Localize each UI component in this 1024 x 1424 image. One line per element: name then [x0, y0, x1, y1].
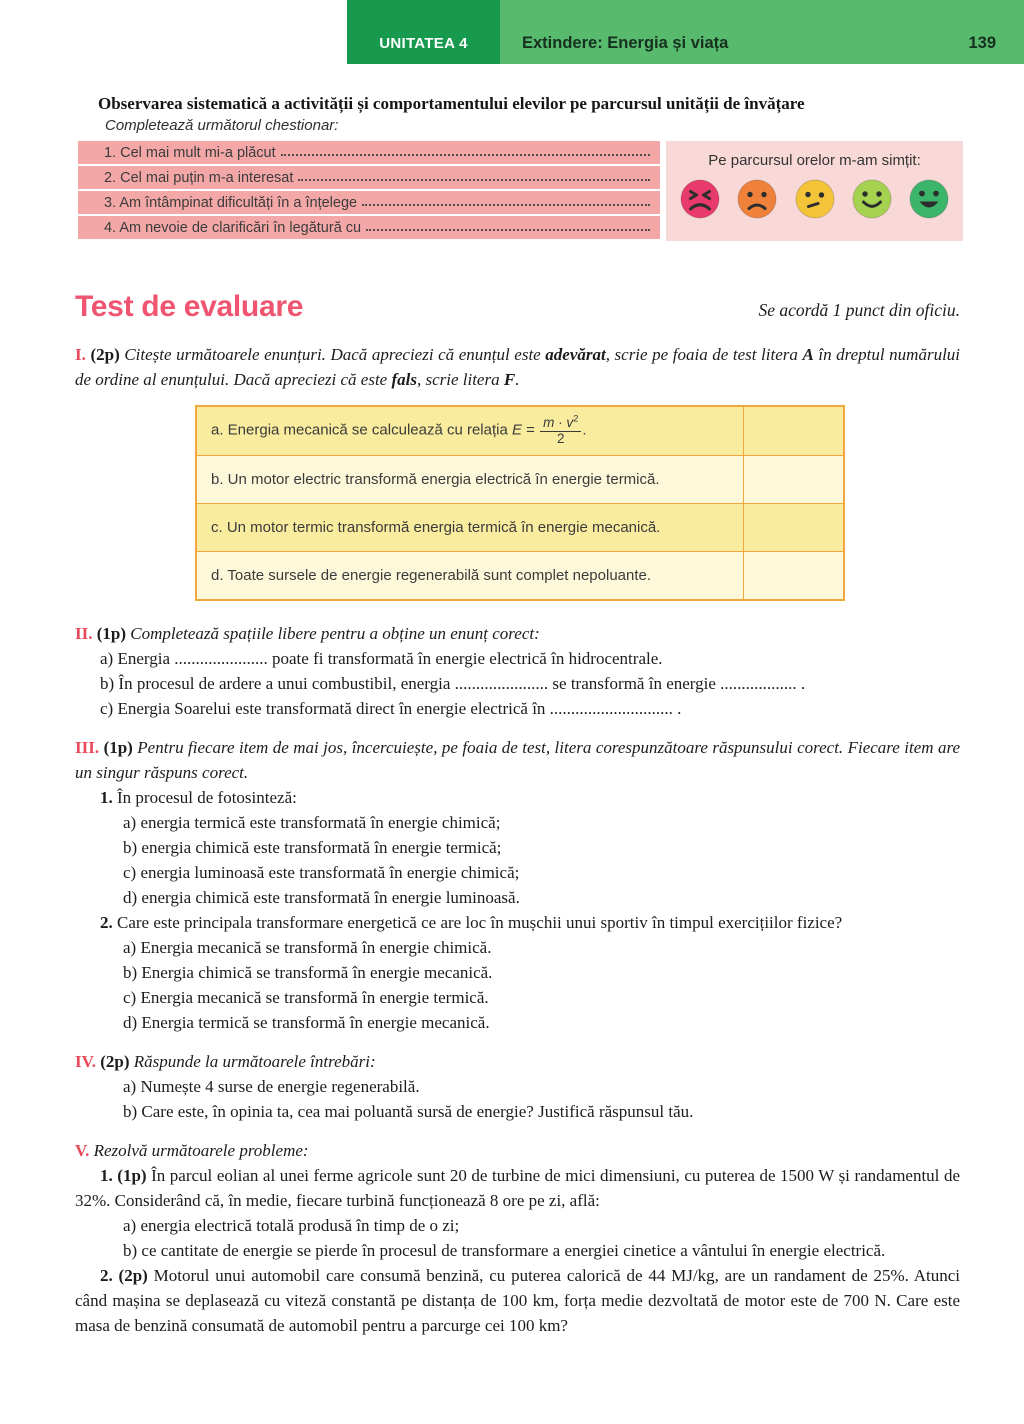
dotted-leader — [298, 169, 650, 181]
question-option: a) Energia mecanică se transformă în energie chimică. — [123, 938, 492, 957]
problem-1: 1. (1p) În parcul eolian al unei ferme agricole sunt 20 de turbine de mici dimensiuni, cu puterea de 1500 W și randamentul de 32%. Considerând că, în medie, fiecare turbină funcționează 8 ore pe zi, află: — [75, 1166, 960, 1210]
mood-panel — [666, 141, 963, 241]
section-3-label: III. — [75, 738, 100, 757]
question-option: b) Energia chimică se transformă în energie mecanică. — [123, 963, 493, 982]
table-row — [197, 503, 843, 551]
answer-cell[interactable] — [743, 407, 843, 455]
mood-panel-title: Pe parcursul orelor m-am simțit: — [708, 152, 921, 169]
section-5-label: V. — [75, 1141, 90, 1160]
table-row — [197, 455, 843, 503]
mood-scale — [666, 169, 963, 219]
problem-2: 2. (2p) Motorul unui automobil care consumă benzină, cu puterea calorică de 44 MJ/kg, are un randament de 25%. Atunci când mașina se deplasează cu viteză constantă pe distanța de 100 km, forța medie dezvoltată de motor este de 700 N. Care este masa de benzină consumată de automobil pentru a parcurge cei 100 km? — [75, 1266, 961, 1335]
section-2 — [0, 621, 1024, 721]
test-header — [75, 290, 960, 324]
problem-1-item: a) energia electrică totală produsă în timp de o zi; — [123, 1216, 460, 1235]
fill-in-item: c) Energia Soarelui este transformată direct în energie electrică în ............................. . — [100, 699, 682, 718]
table-row — [197, 551, 843, 599]
section-1-label: I. — [75, 345, 86, 364]
confused-face-icon[interactable] — [795, 179, 835, 219]
answer-cell[interactable] — [743, 456, 843, 503]
answer-cell[interactable] — [743, 552, 843, 599]
question-2: 2. Care este principala transformare energetică ce are loc în mușchii unui sportiv în timpul exercițiilor fizice? — [100, 913, 843, 932]
question-1: 1. În procesul de fotosinteză: — [100, 788, 297, 807]
section-4-intro: IV. (2p) Răspunde la următoarele întrebări: — [75, 1052, 376, 1071]
statement-cell: d. Toate sursele de energie regenerabilă sunt complet nepoluante. — [211, 567, 652, 584]
unit-badge — [347, 0, 500, 64]
section-bar — [500, 0, 1024, 64]
row-label: 2. Cel mai puțin m-a interesat — [104, 169, 294, 186]
observation-title: Observarea sistematică a activității și comportamentului elevilor pe parcursul unității de învățare — [98, 94, 805, 113]
section-4-label: IV. — [75, 1052, 96, 1071]
question-item: a) Numește 4 surse de energie regenerabilă. — [123, 1077, 420, 1096]
angry-face-icon[interactable] — [680, 179, 720, 219]
dotted-leader — [281, 144, 650, 156]
sad-face-icon[interactable] — [737, 179, 777, 219]
header-spacer — [0, 0, 347, 64]
statement-cell: a. Energia mecanică se calculează cu relația E = $\frac{m \cdot v^2}{2}$ . — [211, 413, 587, 446]
page-header — [0, 0, 1024, 64]
unit-label: UNITATEA 4 — [379, 35, 468, 52]
row-label: 4. Am nevoie de clarificări în legătură cu — [104, 219, 362, 236]
statement-cell: b. Un motor electric transformă energia electrică în energie termică. — [211, 471, 660, 488]
row-label: 3. Am întâmpinat dificultăți în a înțelege — [104, 194, 358, 211]
question-option: d) Energia termică se transformă în energie mecanică. — [123, 1013, 490, 1032]
page-number: 139 — [968, 34, 996, 52]
questionnaire-rows — [78, 141, 660, 241]
questionnaire — [78, 141, 1024, 241]
fraction: $\frac{m \cdot v^2}{2}$ — [540, 416, 581, 445]
statement-cell: c. Un motor termic transformă energia termică în energie mecanică. — [211, 519, 661, 536]
question-option: a) energia termică este transformată în energie chimică; — [123, 813, 501, 832]
observation-subtitle: Completează următorul chestionar: — [105, 117, 339, 134]
true-false-table — [195, 405, 845, 601]
question-option: d) energia chimică este transformată în energie luminoasă. — [123, 888, 520, 907]
dotted-leader — [366, 219, 650, 231]
question-option: c) energia luminoasă este transformată în energie chimică; — [123, 863, 520, 882]
section-5-intro: V. Rezolvă următoarele probleme: — [75, 1141, 309, 1160]
test-title: Test de evaluare — [75, 290, 304, 323]
section-3 — [0, 735, 1024, 1035]
dotted-leader — [362, 194, 650, 206]
section-title: Extindere: Energia și viața — [522, 34, 729, 52]
question-item: b) Care este, în opinia ta, cea mai poluantă sursă de energie? Justifică răspunsul tău. — [123, 1102, 694, 1121]
questionnaire-row — [78, 141, 660, 164]
questionnaire-row — [78, 216, 660, 239]
smiling-face-icon[interactable] — [852, 179, 892, 219]
section-2-intro: II. (1p) Completează spațiile libere pentru a obține un enunț corect: — [75, 624, 540, 643]
fill-in-item: b) În procesul de ardere a unui combustibil, energia ...................... se transformă în energie .................. . — [100, 674, 806, 693]
row-label: 1. Cel mai mult mi-a plăcut — [104, 144, 276, 161]
section-4 — [0, 1049, 1024, 1124]
grinning-face-icon[interactable] — [909, 179, 949, 219]
question-option: c) Energia mecanică se transformă în energie termică. — [123, 988, 489, 1007]
problem-1-item: b) ce cantitate de energie se pierde în procesul de transformare a energiei cinetice a vântului în energie electrică. — [123, 1241, 886, 1260]
question-option: b) energia chimică este transformată în energie termică; — [123, 838, 502, 857]
table-row — [197, 407, 843, 455]
answer-cell[interactable] — [743, 504, 843, 551]
test-note: Se acordă 1 punct din oficiu. — [758, 300, 960, 320]
section-3-intro: III. (1p) Pentru fiecare item de mai jos, încercuiește, pe foaia de test, litera corespunzătoare răspunsului corect. Fiecare item are un singur răspuns corect. — [75, 738, 961, 782]
section-5 — [0, 1138, 1024, 1338]
section-1-intro: I. (2p) Citește următoarele enunțuri. Dacă apreciezi că enunțul este adevărat, scrie pe foaia de test litera A în dreptul numărului de ordine al enunțului. Dacă apreciezi că este fals, scrie litera F. — [75, 345, 961, 389]
fill-in-item: a) Energia ...................... poate fi transformată în energie electrică în hidrocentrale. — [100, 649, 663, 668]
questionnaire-row — [78, 191, 660, 214]
questionnaire-row — [78, 166, 660, 189]
section-2-label: II. — [75, 624, 93, 643]
